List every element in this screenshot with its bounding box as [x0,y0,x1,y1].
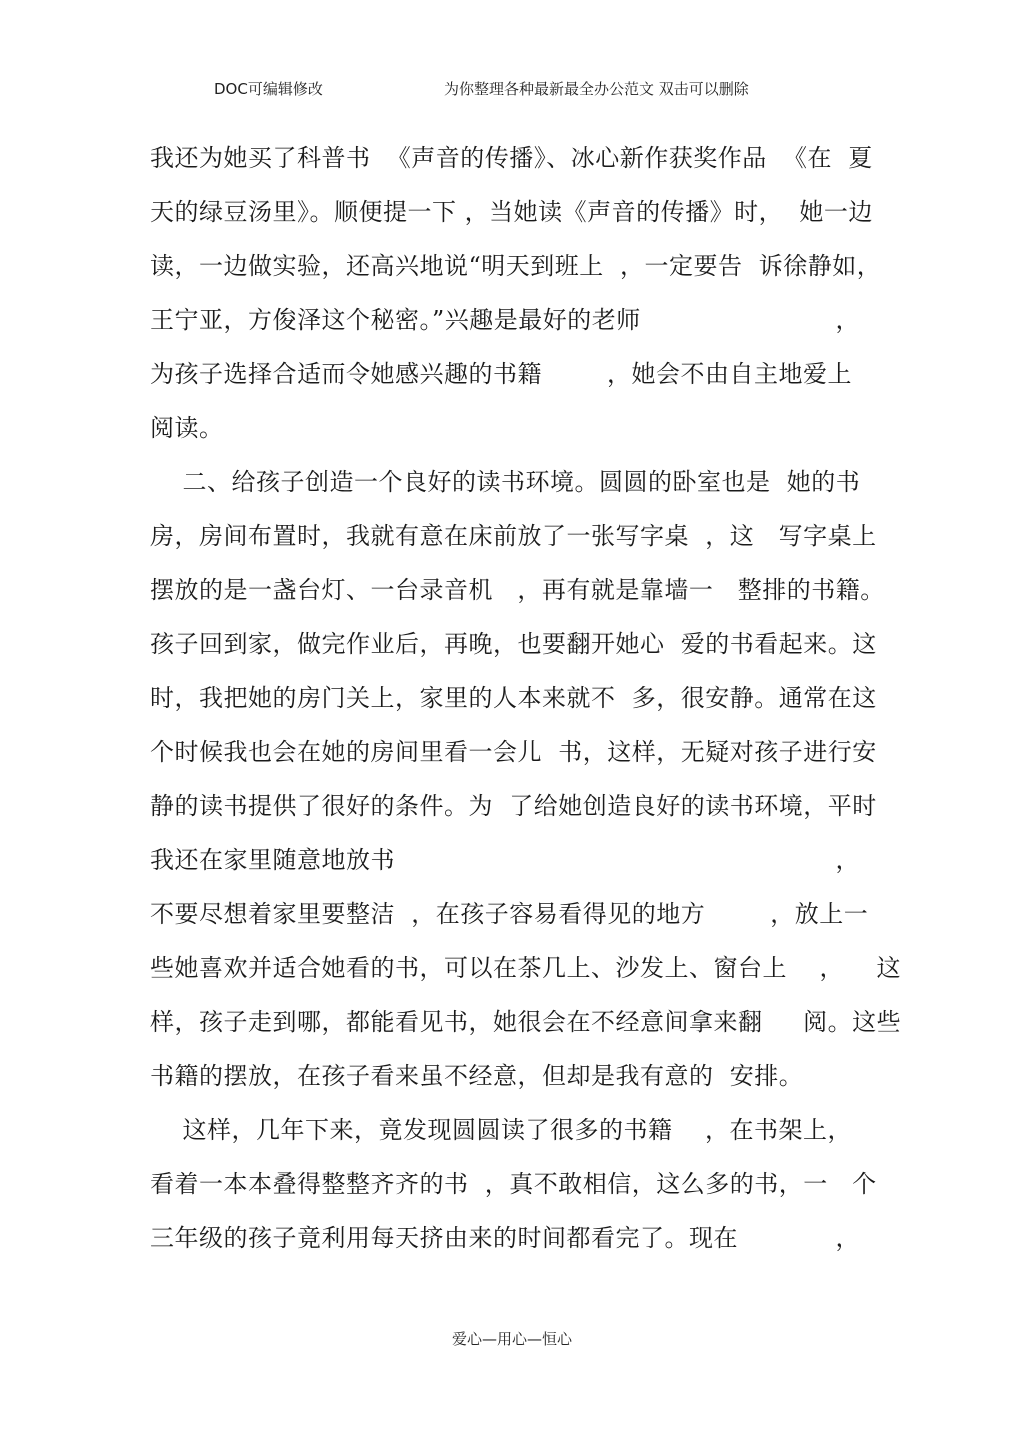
text-line [150,239,890,293]
page-footer: 爱心—用心—恒心 [451,1330,572,1348]
text-line-content: 静的读书提供了很好的条件。为 了给她创造良好的读书环境，平时 [150,792,877,820]
text-line [150,509,890,563]
text-line [150,941,902,995]
text-line [150,1103,890,1157]
text-line-content: 书籍的摆放，在孩子看来虽不经意，但却是我有意的 安排。 [150,1062,804,1090]
text-line-trailing-punctuation: ， [835,846,860,874]
text-line [150,185,890,239]
text-line [150,725,890,779]
text-line-content: 三年级的孩子竟利用每天挤由来的时间都看完了。现在 [150,1224,738,1252]
text-line-content: 天的绿豆汤里》。顺便提一下 ，当她读《声音的传播》时， 她一边 [150,198,873,226]
text-line-content: 为孩子选择合适而令她感兴趣的书籍 ，她会不由自主地爱上 [150,360,853,388]
text-line-content: 时，我把她的房门关上，家里的人本来就不 多，很安静。通常在这 [150,684,877,712]
text-line [150,455,890,509]
text-line-content: 房，房间布置时，我就有意在床前放了一张写字桌 ，这 写字桌上 [150,522,877,550]
text-line [150,779,890,833]
text-line-content: 这样，几年下来，竟发现圆圆读了很多的书籍 ，在书架上， [150,1116,853,1144]
text-line [150,347,890,401]
text-line [150,995,902,1049]
text-line-content: 摆放的是一盏台灯、一台录音机 ，再有就是靠墙一 整排的书籍。 [150,576,885,604]
text-line [150,671,890,725]
text-line [150,1157,890,1211]
text-line [150,401,890,455]
text-line [150,833,890,887]
text-line-trailing-punctuation: ， [835,306,860,334]
text-line [150,617,890,671]
text-line [150,131,890,185]
text-line [150,887,890,941]
text-line [150,293,890,347]
text-line-content: 孩子回到家，做完作业后，再晚，也要翻开她心 爱的书看起来。这 [150,630,877,658]
text-line-content: 我还在家里随意地放书 [150,846,395,874]
header-left-text: DOC可编辑修改 [214,80,323,98]
text-line-content: 二、给孩子创造一个良好的读书环境。圆圆的卧室也是 她的书 [150,468,861,496]
page-header [0,78,1024,104]
text-line-content: 些她喜欢并适合她看的书，可以在茶几上、沙发上、窗台上 ， 这 [150,954,902,982]
text-line-content: 样，孩子走到哪，都能看见书，她很会在不经意间拿来翻 阅。这些 [150,1008,902,1036]
text-line-content: 我还为她买了科普书 《声音的传播》、冰心新作获奖作品 《在 夏 [150,144,873,172]
header-right-text: 为你整理各种最新最全办公范文 双击可以删除 [444,80,749,98]
text-line [150,1049,890,1103]
text-line-trailing-punctuation: ， [835,1224,860,1252]
text-line-content: 读，一边做实验，还高兴地说“明天到班上 ，一定要告 诉徐静如， [150,252,882,280]
text-line [150,563,890,617]
text-line-content: 王宁亚，方俊泽这个秘密。”兴趣是最好的老师 [150,306,641,334]
text-line-content: 不要尽想着家里要整洁 ，在孩子容易看得见的地方 ，放上一 [150,900,869,928]
document-body [150,131,902,1265]
text-line-content: 看着一本本叠得整整齐齐的书 ，真不敢相信，这么多的书，一 个 [150,1170,877,1198]
text-line-content: 阅读。 [150,414,224,442]
text-line-content: 个时候我也会在她的房间里看一会儿 书，这样，无疑对孩子进行安 [150,738,877,766]
text-line [150,1211,890,1265]
